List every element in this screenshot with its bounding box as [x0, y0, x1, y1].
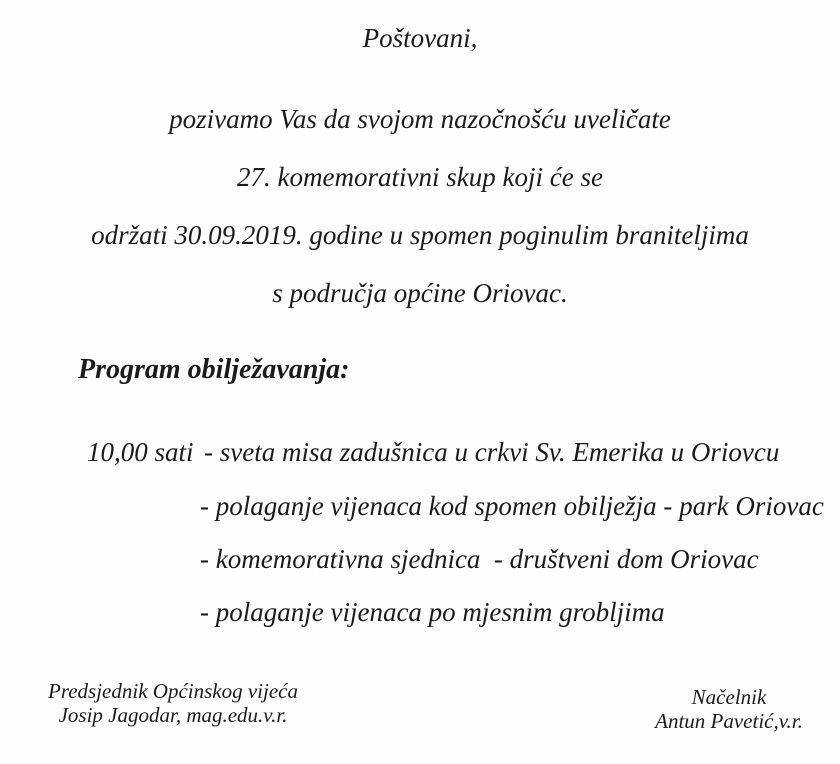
- intro-line-3: održati 30.09.2019. godine u spomen poginulim braniteljima: [91, 220, 749, 250]
- program-time-label: 10,00 sati: [87, 437, 194, 467]
- signature-right-title: Načelnik: [691, 685, 767, 709]
- program-item-1: - sveta misa zadušnica u crkvi Sv. Emerika u Oriovcu: [204, 437, 780, 467]
- intro-line-2: 27. komemorativni skup koji će se: [237, 162, 603, 192]
- program-item-2: - polaganje vijenaca kod spomen obilježja - park Oriovac: [200, 491, 824, 521]
- signature-left-title: Predsjednik Općinskog vijeća: [48, 679, 298, 703]
- intro-line-4: s područja općine Oriovac.: [272, 278, 568, 308]
- salutation: Poštovani,: [362, 23, 478, 53]
- program-item-4: - polaganje vijenaca po mjesnim grobljima: [200, 597, 665, 627]
- signature-right: [598, 685, 840, 733]
- intro-line-1: pozivamo Vas da svojom nazočnošću uveličate: [169, 104, 671, 134]
- signature-right-name: Antun Pavetić,v.r.: [655, 709, 803, 734]
- program-item-3: - komemorativna sjednica - društveni dom Oriovac: [200, 544, 759, 574]
- signature-left-name: Josip Jagodar, mag.edu.v.r.: [58, 703, 288, 728]
- program-heading: Program obilježavanja:: [78, 354, 350, 385]
- signature-left: [28, 679, 318, 727]
